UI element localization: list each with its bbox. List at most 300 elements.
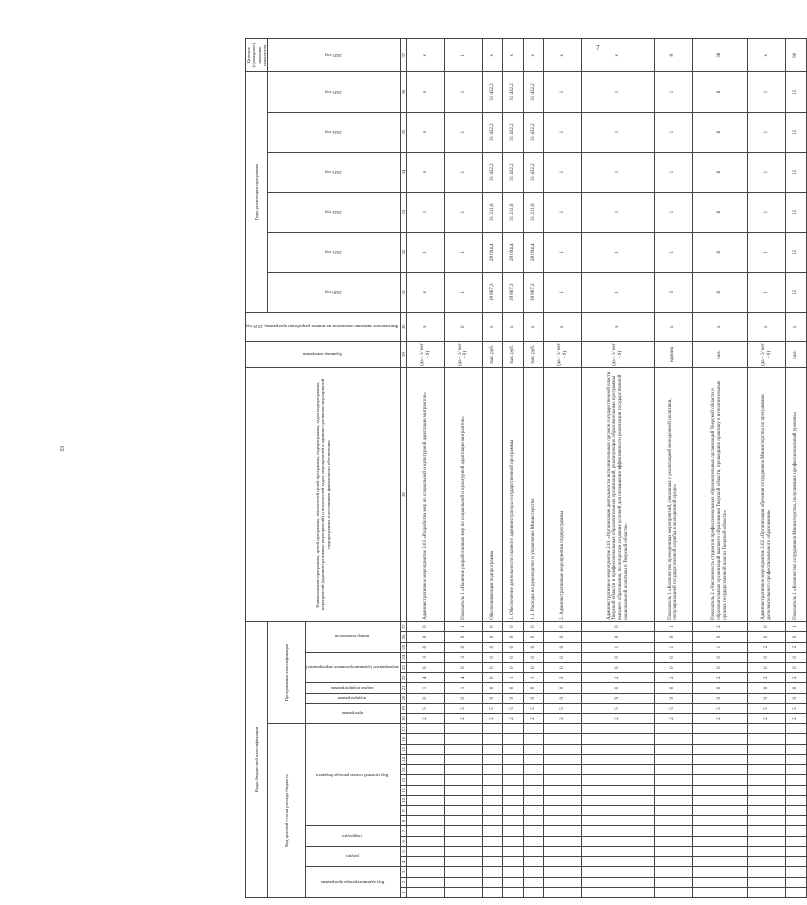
- code-cell: [407, 806, 445, 816]
- column-number: 13: [400, 765, 406, 775]
- code-cell: [544, 775, 582, 785]
- row-year-value: 6: [692, 232, 747, 272]
- code-cell: [582, 734, 655, 744]
- table-row: [786, 39, 807, 898]
- row-year-value: 31 432,2: [503, 72, 523, 112]
- row-baseline: х: [692, 312, 747, 341]
- code-cell: 9: [544, 693, 582, 703]
- year-header-4: [268, 152, 401, 192]
- table-row: [503, 39, 523, 898]
- code-cell: [503, 846, 523, 856]
- code-cell: [748, 806, 786, 816]
- code-cell: 9: [482, 693, 502, 703]
- code-cell: 0: [444, 632, 482, 642]
- code-cell: 0: [523, 652, 543, 662]
- column-number: 17: [400, 724, 406, 734]
- code-cell: [692, 806, 747, 816]
- column-number: 26: [400, 632, 406, 642]
- code-cell: [407, 754, 445, 764]
- code-cell: 0: [544, 662, 582, 672]
- code-cell: 0: [786, 662, 807, 672]
- row-year-value: 1: [544, 112, 582, 152]
- row-year-value: 1: [654, 192, 692, 232]
- code-cell: [786, 734, 807, 744]
- code-cell: 0: [544, 683, 582, 693]
- row-baseline: х: [654, 312, 692, 341]
- row-year-value: 1: [582, 192, 655, 232]
- table-row: [482, 39, 502, 898]
- code-cell: 2: [786, 714, 807, 724]
- code-cell: [544, 795, 582, 805]
- table-row: [407, 39, 445, 898]
- row-target: 36: [692, 39, 747, 72]
- code-cell: 2: [582, 673, 655, 683]
- row-year-value: 31 432,2: [523, 72, 543, 112]
- code-cell: [503, 836, 523, 846]
- code-cell: [503, 775, 523, 785]
- code-cell: [748, 724, 786, 734]
- code-cell: 0: [482, 642, 502, 652]
- row-baseline: х: [582, 312, 655, 341]
- years-group-header: Годы реализации программы: [246, 72, 268, 312]
- code-cell: [523, 744, 543, 754]
- row-year-value: 1: [544, 72, 582, 112]
- code-cell: 2: [503, 714, 523, 724]
- column-number: 5: [400, 846, 406, 856]
- row-year-value: 1: [544, 152, 582, 192]
- row-name: Обеспечивающая подпрограмма: [482, 368, 502, 622]
- code-cell: 2: [786, 642, 807, 652]
- code-cell: 0: [654, 662, 692, 672]
- row-name: 1.1. Расходы на руководство и управление Министерства: [523, 368, 543, 622]
- code-cell: [407, 846, 445, 856]
- row-unit: (да - 1/ нет - 0): [407, 341, 445, 368]
- code-cell: [444, 754, 482, 764]
- row-year-value: 18 867,3: [503, 272, 523, 312]
- code-cell: 0: [523, 621, 543, 631]
- code-cell: [786, 816, 807, 826]
- code-header-indicator-text: номер показателя: [335, 634, 370, 640]
- code-cell: [692, 877, 747, 887]
- code-cell: [748, 734, 786, 744]
- row-year-value: 15: [786, 112, 807, 152]
- code-cell: [544, 857, 582, 867]
- row-unit: (да - 1/ нет - 0): [748, 341, 786, 368]
- code-cell: [544, 816, 582, 826]
- code-cell: [748, 775, 786, 785]
- row-year-value: 31 432,2: [482, 152, 502, 192]
- row-baseline: х: [523, 312, 543, 341]
- code-cell: [692, 734, 747, 744]
- code-cell: [503, 816, 523, 826]
- code-cell: [482, 734, 502, 744]
- year-header-4-text: 2023 год: [325, 169, 342, 175]
- code-cell: [503, 744, 523, 754]
- code-cell: [692, 785, 747, 795]
- code-cell: [407, 867, 445, 877]
- column-number: 35: [400, 112, 406, 152]
- code-cell: 0: [692, 652, 747, 662]
- code-cell: [523, 846, 543, 856]
- code-cell: [582, 754, 655, 764]
- code-cell: [444, 836, 482, 846]
- code-cell: 5: [523, 703, 543, 713]
- year-header-6-text: 2025 год: [325, 89, 342, 95]
- code-cell: 0: [482, 662, 502, 672]
- code-cell: [482, 836, 502, 846]
- code-cell: [748, 816, 786, 826]
- code-cell: 0: [654, 683, 692, 693]
- code-cell: 5: [692, 703, 747, 713]
- row-target: х: [482, 39, 502, 72]
- code-cell: 1: [523, 673, 543, 683]
- code-cell: [654, 785, 692, 795]
- code-cell: 1: [786, 621, 807, 631]
- column-number: 16: [400, 734, 406, 744]
- row-year-value: 1: [444, 72, 482, 112]
- name-column-header: Наименование программы, целей программы, показателей целей программы, подпрограммы, задач подпрограммы, мероприятий (административных мероприятий) и показателей задач, мероприятий и административных мероприятий подпрограммы и источников финансового обеспечения: [246, 368, 401, 622]
- code-cell: 1: [654, 642, 692, 652]
- code-cell: [523, 816, 543, 826]
- code-cell: 0: [503, 642, 523, 652]
- code-cell: [444, 744, 482, 754]
- row-year-value: 18 867,3: [482, 272, 502, 312]
- code-cell: [407, 795, 445, 805]
- code-cell: 0: [407, 693, 445, 703]
- table-body: [407, 39, 806, 898]
- code-cell: [444, 765, 482, 775]
- baseline-column-header: [246, 312, 401, 341]
- column-number: 31: [400, 272, 406, 312]
- column-number: 14: [400, 754, 406, 764]
- code-cell: [654, 816, 692, 826]
- code-cell: [692, 795, 747, 805]
- year-header-5-text: 2024 год: [325, 129, 342, 135]
- year-header-1: [268, 272, 401, 312]
- program-table: [245, 38, 807, 898]
- code-cell: 0: [482, 621, 502, 631]
- code-cell: [482, 887, 502, 897]
- table-row: [544, 39, 582, 898]
- code-cell: 9: [582, 693, 655, 703]
- year-header-5: [268, 112, 401, 152]
- code-header-activity-text: мероприятие (административное мероприятие): [305, 665, 399, 671]
- baseline-column-header-text: Фактическое значение показателя на момент разработки программы, 2019 год: [246, 324, 399, 330]
- code-cell: [692, 846, 747, 856]
- page-number: 33: [60, 446, 66, 452]
- code-cell: [523, 836, 543, 846]
- code-cell: 0: [503, 621, 523, 631]
- code-cell: [748, 857, 786, 867]
- code-cell: 2: [544, 673, 582, 683]
- code-cell: 1: [582, 642, 655, 652]
- code-cell: [692, 775, 747, 785]
- code-header-task-text: задача подпрограммы: [330, 685, 374, 691]
- code-cell: 0: [582, 683, 655, 693]
- year-header-2: [268, 232, 401, 272]
- code-cell: [482, 724, 502, 734]
- row-year-value: 6: [692, 112, 747, 152]
- code-cell: [786, 887, 807, 897]
- code-cell: [692, 887, 747, 897]
- code-cell: [786, 765, 807, 775]
- row-year-value: 1: [748, 112, 786, 152]
- row-target: 90: [786, 39, 807, 72]
- code-cell: [444, 877, 482, 887]
- column-number: 33: [400, 192, 406, 232]
- table-row: [654, 39, 692, 898]
- code-cell: [503, 867, 523, 877]
- code-cell: 0: [407, 621, 445, 631]
- code-cell: [544, 734, 582, 744]
- code-cell: [582, 836, 655, 846]
- row-year-value: 31 432,2: [503, 112, 523, 152]
- row-year-value: 1: [582, 72, 655, 112]
- code-cell: [748, 887, 786, 897]
- row-year-value: 15: [786, 152, 807, 192]
- code-cell: 5: [654, 703, 692, 713]
- row-year-value: 15: [786, 232, 807, 272]
- code-cell: [444, 867, 482, 877]
- code-header-target-article-text: Код целевой статьи расхода бюджета: [316, 772, 389, 778]
- code-cell: [748, 795, 786, 805]
- code-cell: [582, 744, 655, 754]
- code-cell: [444, 857, 482, 867]
- code-header-admin-text: Код администратора программы: [320, 879, 384, 885]
- code-cell: [692, 754, 747, 764]
- code-cell: 2: [692, 714, 747, 724]
- code-cell: 2: [748, 714, 786, 724]
- code-cell: 0: [692, 662, 747, 672]
- code-cell: 5: [444, 703, 482, 713]
- code-cell: [523, 867, 543, 877]
- code-cell: [444, 785, 482, 795]
- code-cell: 0: [582, 652, 655, 662]
- code-cell: [544, 785, 582, 795]
- row-year-value: 1: [444, 272, 482, 312]
- code-cell: 2: [786, 673, 807, 683]
- row-year-value: 1: [544, 232, 582, 272]
- code-cell: 0: [482, 673, 502, 683]
- row-year-value: 31 211,6: [523, 192, 543, 232]
- code-cell: 0: [444, 662, 482, 672]
- table-row: [444, 39, 482, 898]
- code-cell: [692, 826, 747, 836]
- code-cell: 2: [482, 714, 502, 724]
- code-cell: 2: [748, 673, 786, 683]
- code-cell: [692, 867, 747, 877]
- row-year-value: 1: [748, 152, 786, 192]
- code-cell: [692, 857, 747, 867]
- code-cell: [503, 795, 523, 805]
- codes-group-header: Коды бюджетной классификации: [246, 621, 268, 897]
- code-cell: [582, 867, 655, 877]
- code-cell: [582, 816, 655, 826]
- code-cell: 5: [748, 703, 786, 713]
- code-cell: [544, 724, 582, 734]
- code-cell: 4: [407, 673, 445, 683]
- code-cell: [582, 765, 655, 775]
- column-number: 34: [400, 152, 406, 192]
- code-cell: [503, 887, 523, 897]
- row-year-value: 6: [692, 72, 747, 112]
- code-cell: [786, 724, 807, 734]
- column-number: 6: [400, 836, 406, 846]
- row-year-value: 1: [748, 232, 786, 272]
- row-year-value: 1: [444, 152, 482, 192]
- code-cell: 0: [503, 683, 523, 693]
- code-cell: 0: [748, 683, 786, 693]
- code-cell: [407, 857, 445, 867]
- code-cell: [582, 826, 655, 836]
- code-cell: [407, 724, 445, 734]
- code-cell: [786, 775, 807, 785]
- code-cell: [654, 877, 692, 887]
- code-cell: [748, 785, 786, 795]
- row-year-value: 15: [786, 72, 807, 112]
- code-cell: [544, 744, 582, 754]
- row-year-value: 31 432,2: [523, 152, 543, 192]
- code-cell: 5: [544, 703, 582, 713]
- code-cell: [482, 795, 502, 805]
- row-name: Показатель 1 «Количество сотрудников Министерства, получивших профессиональный уровень»: [786, 368, 807, 622]
- code-cell: [407, 887, 445, 897]
- code-cell: 0: [692, 683, 747, 693]
- code-cell: [654, 887, 692, 897]
- code-cell: [654, 826, 692, 836]
- row-target: х: [582, 39, 655, 72]
- code-cell: [582, 846, 655, 856]
- year-header-2-text: 2021 год: [325, 249, 342, 255]
- code-cell: [482, 877, 502, 887]
- row-baseline: х: [482, 312, 502, 341]
- code-cell: 0: [692, 632, 747, 642]
- row-year-value: 28 094,4: [503, 232, 523, 272]
- code-cell: 5: [503, 703, 523, 713]
- row-year-value: 31 211,6: [503, 192, 523, 232]
- code-cell: [407, 836, 445, 846]
- row-baseline: х: [503, 312, 523, 341]
- column-number: 18: [400, 714, 406, 724]
- code-cell: 1: [444, 621, 482, 631]
- row-year-value: 1: [407, 192, 445, 232]
- row-year-value: х: [407, 72, 445, 112]
- code-cell: [482, 826, 502, 836]
- code-cell: [544, 867, 582, 877]
- code-cell: [748, 877, 786, 887]
- row-year-value: 1: [444, 232, 482, 272]
- code-cell: 0: [407, 662, 445, 672]
- code-cell: [692, 765, 747, 775]
- code-cell: [503, 857, 523, 867]
- code-cell: [654, 734, 692, 744]
- code-header-program-text: программа: [341, 711, 363, 717]
- column-number: 32: [400, 232, 406, 272]
- code-cell: [692, 836, 747, 846]
- row-year-value: 6: [692, 272, 747, 312]
- code-cell: 0: [786, 652, 807, 662]
- code-cell: [582, 795, 655, 805]
- row-year-value: 1: [582, 272, 655, 312]
- code-cell: [582, 877, 655, 887]
- column-number: 27: [400, 621, 406, 631]
- code-cell: 0: [523, 662, 543, 672]
- code-cell: 0: [748, 621, 786, 631]
- code-cell: [748, 744, 786, 754]
- code-cell: 0: [544, 621, 582, 631]
- code-cell: [444, 826, 482, 836]
- row-unit: единиц: [654, 341, 692, 368]
- code-cell: 2: [444, 714, 482, 724]
- code-cell: 2: [692, 673, 747, 683]
- column-number: 37: [400, 39, 406, 72]
- code-cell: [544, 826, 582, 836]
- table-row: [748, 39, 786, 898]
- column-number: 4: [400, 857, 406, 867]
- code-cell: 0: [482, 652, 502, 662]
- code-cell: [786, 785, 807, 795]
- code-cell: [407, 744, 445, 754]
- code-cell: 0: [407, 632, 445, 642]
- code-cell: [786, 806, 807, 816]
- code-cell: [748, 846, 786, 856]
- code-cell: [786, 836, 807, 846]
- row-target: х: [748, 39, 786, 72]
- code-cell: 9: [748, 693, 786, 703]
- code-cell: [654, 724, 692, 734]
- row-year-value: х: [407, 152, 445, 192]
- code-cell: [786, 826, 807, 836]
- code-cell: 2: [748, 642, 786, 652]
- code-cell: [444, 887, 482, 897]
- unit-column-header: [246, 341, 401, 368]
- code-cell: 0: [407, 642, 445, 652]
- code-cell: 2: [654, 714, 692, 724]
- row-target: х: [407, 39, 445, 72]
- code-cell: [544, 806, 582, 816]
- code-cell: [523, 795, 543, 805]
- code-cell: [544, 877, 582, 887]
- code-cell: 0: [544, 642, 582, 652]
- code-header-section-text: раздел: [345, 854, 359, 860]
- code-cell: [482, 775, 502, 785]
- code-cell: [748, 826, 786, 836]
- code-cell: [503, 877, 523, 887]
- row-year-value: 31 432,2: [503, 152, 523, 192]
- column-number: 28: [400, 368, 406, 622]
- code-cell: [407, 775, 445, 785]
- code-cell: 9: [654, 693, 692, 703]
- code-cell: [482, 846, 502, 856]
- row-baseline: х: [786, 312, 807, 341]
- code-cell: 0: [523, 642, 543, 652]
- row-year-value: 1: [654, 72, 692, 112]
- code-cell: [444, 795, 482, 805]
- code-cell: 1: [407, 683, 445, 693]
- code-cell: [444, 816, 482, 826]
- code-cell: [748, 754, 786, 764]
- target-year-header: [268, 39, 401, 72]
- row-year-value: 31 432,2: [523, 112, 543, 152]
- row-unit: тыс. руб.: [482, 341, 502, 368]
- row-name: 1. Обеспечение деятельности главного администратора государственной программы: [503, 368, 523, 622]
- column-number: 30: [400, 312, 406, 341]
- code-cell: [503, 785, 523, 795]
- code-cell: [544, 846, 582, 856]
- row-year-value: 1: [654, 112, 692, 152]
- row-name: Показатель 2 «Численность студентов профессиональных образовательных организаций Тверской области и образовательных организаций высшего образования Тверской области, прошедших практику в исполнительных органах государственной власти Тверской области»: [692, 368, 747, 622]
- row-year-value: 1: [582, 112, 655, 152]
